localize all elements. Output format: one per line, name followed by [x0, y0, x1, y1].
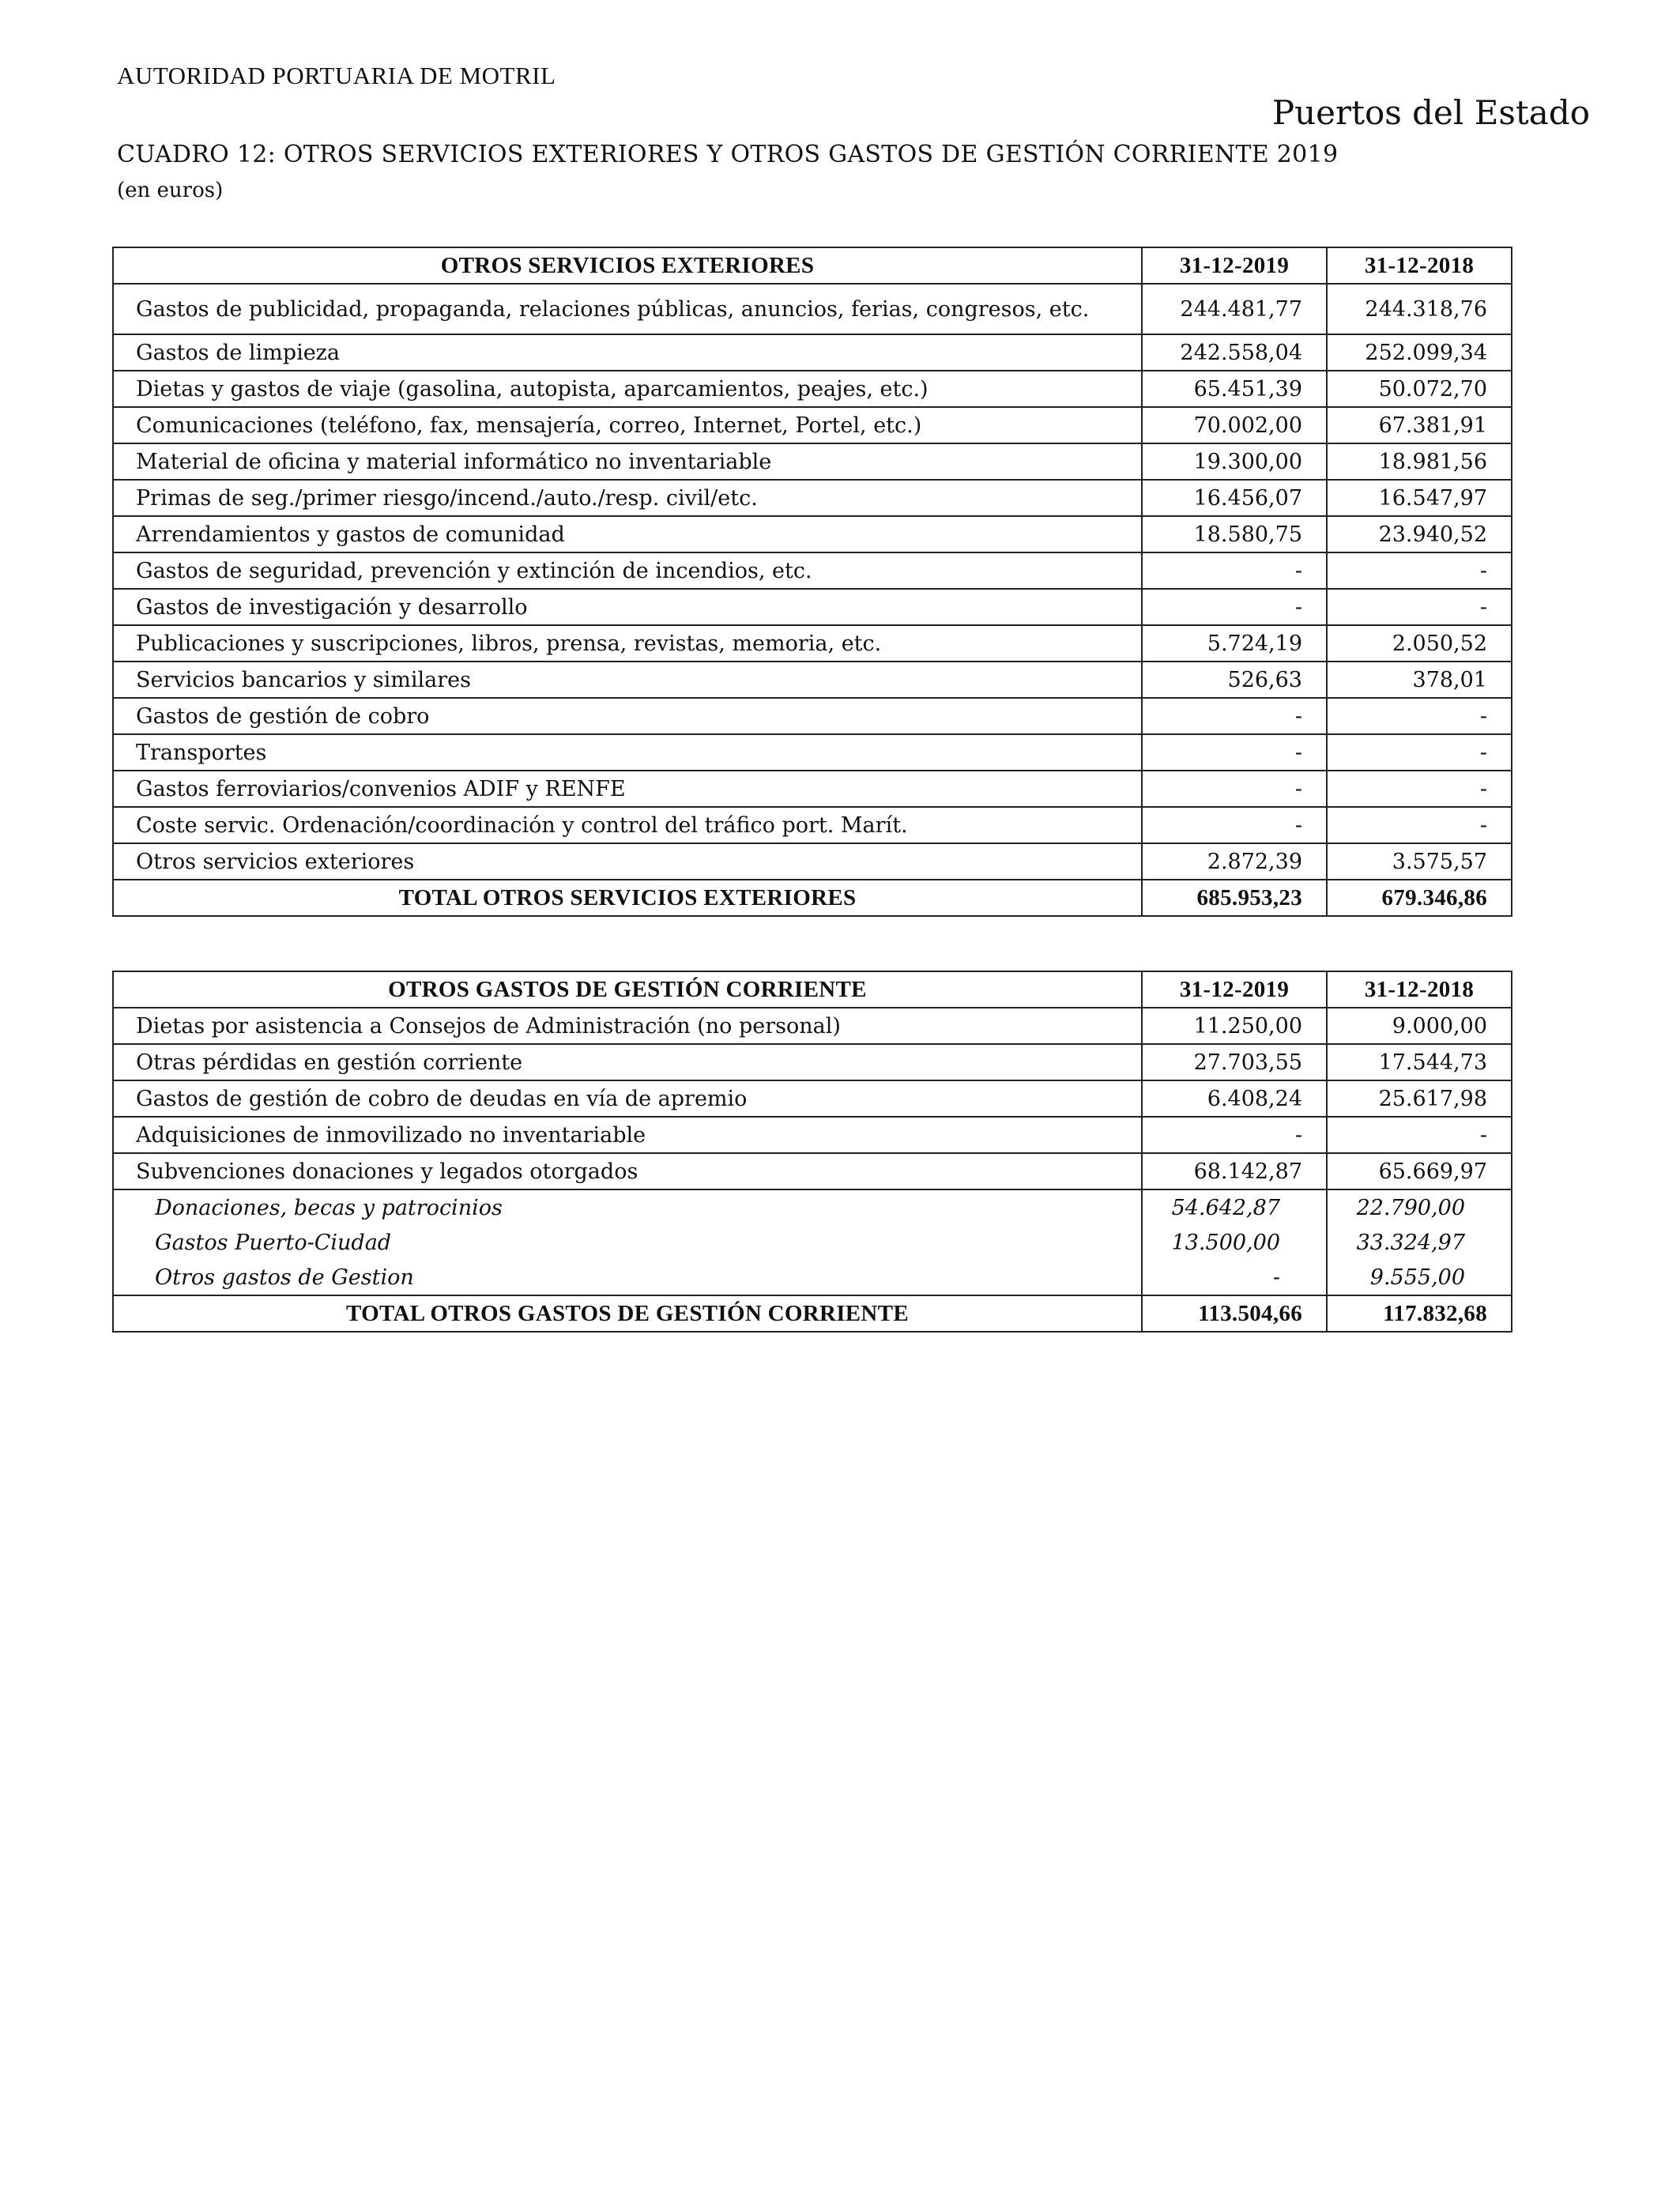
sub-row — [113, 1189, 1512, 1225]
value-2018: - — [1327, 1117, 1512, 1153]
row-label: Coste servic. Ordenación/coordinación y control del tráfico port. Marít. — [113, 807, 1142, 843]
row-label: Donaciones, becas y patrocinios — [113, 1189, 1142, 1225]
value-2019: 18.580,75 — [1142, 516, 1327, 552]
value-2019: 526,63 — [1142, 662, 1327, 698]
brand-name: Puertos del Estado — [1271, 93, 1590, 132]
table-row — [113, 1008, 1512, 1044]
total-2019: 685.953,23 — [1142, 880, 1327, 916]
value-2019: 242.558,04 — [1142, 334, 1327, 371]
table-row — [113, 334, 1512, 371]
value-2019: - — [1142, 807, 1327, 843]
table-row — [113, 807, 1512, 843]
total-2018: 117.832,68 — [1327, 1295, 1512, 1332]
table-row — [113, 589, 1512, 625]
value-2019: 11.250,00 — [1142, 1008, 1327, 1044]
row-label: Dietas y gastos de viaje (gasolina, autopista, aparcamientos, peajes, etc.) — [113, 371, 1142, 407]
row-label: Adquisiciones de inmovilizado no inventariable — [113, 1117, 1142, 1153]
table-row — [113, 371, 1512, 407]
value-2018: - — [1327, 552, 1512, 589]
value-2019: - — [1142, 1260, 1327, 1295]
row-label: Otros servicios exteriores — [113, 843, 1142, 880]
value-2018: 65.669,97 — [1327, 1153, 1512, 1189]
row-label: Gastos de publicidad, propaganda, relaciones públicas, anuncios, ferias, congresos, etc. — [113, 284, 1142, 334]
value-2018: - — [1327, 589, 1512, 625]
total-label: TOTAL OTROS GASTOS DE GESTIÓN CORRIENTE — [113, 1295, 1142, 1332]
row-label: Arrendamientos y gastos de comunidad — [113, 516, 1142, 552]
table-row — [113, 734, 1512, 771]
row-label: Subvenciones donaciones y legados otorgados — [113, 1153, 1142, 1189]
value-2018: 50.072,70 — [1327, 371, 1512, 407]
table-header-row — [113, 247, 1512, 284]
row-label: Publicaciones y suscripciones, libros, prensa, revistas, memoria, etc. — [113, 625, 1142, 662]
value-2019: 13.500,00 — [1142, 1225, 1327, 1260]
row-label: Gastos Puerto-Ciudad — [113, 1225, 1142, 1260]
value-2019: 16.456,07 — [1142, 480, 1327, 516]
value-2018: 67.381,91 — [1327, 407, 1512, 443]
sub-row — [113, 1260, 1512, 1295]
value-2019: - — [1142, 734, 1327, 771]
value-2019: 6.408,24 — [1142, 1080, 1327, 1117]
row-label: Material de oficina y material informático no inventariable — [113, 443, 1142, 480]
value-2019: - — [1142, 771, 1327, 807]
table-row — [113, 443, 1512, 480]
value-2018: 9.000,00 — [1327, 1008, 1512, 1044]
page-title: CUADRO 12: OTROS SERVICIOS EXTERIORES Y OTROS GASTOS DE GESTIÓN CORRIENTE 2019 — [117, 141, 1339, 168]
value-2018: 16.547,97 — [1327, 480, 1512, 516]
table-row — [113, 625, 1512, 662]
value-2019: 19.300,00 — [1142, 443, 1327, 480]
value-2019: 244.481,77 — [1142, 284, 1327, 334]
value-2019: 2.872,39 — [1142, 843, 1327, 880]
value-2019: - — [1142, 589, 1327, 625]
value-2018: 252.099,34 — [1327, 334, 1512, 371]
column-header-concept: OTROS SERVICIOS EXTERIORES — [113, 247, 1142, 284]
row-label: Gastos de investigación y desarrollo — [113, 589, 1142, 625]
value-2018: 378,01 — [1327, 662, 1512, 698]
row-label: Transportes — [113, 734, 1142, 771]
value-2018: 25.617,98 — [1327, 1080, 1512, 1117]
organization-name: AUTORIDAD PORTUARIA DE MOTRIL — [117, 62, 556, 89]
table-row — [113, 284, 1512, 334]
table-row — [113, 552, 1512, 589]
table-row — [113, 1153, 1512, 1189]
row-label: Comunicaciones (teléfono, fax, mensajería, correo, Internet, Portel, etc.) — [113, 407, 1142, 443]
row-label: Dietas por asistencia a Consejos de Administración (no personal) — [113, 1008, 1142, 1044]
total-label: TOTAL OTROS SERVICIOS EXTERIORES — [113, 880, 1142, 916]
table-row — [113, 480, 1512, 516]
table-header-row — [113, 971, 1512, 1008]
table-row — [113, 407, 1512, 443]
table-row — [113, 1117, 1512, 1153]
table-row — [113, 771, 1512, 807]
value-2018: - — [1327, 771, 1512, 807]
value-2019: 68.142,87 — [1142, 1153, 1327, 1189]
table-row — [113, 843, 1512, 880]
column-header-2019: 31-12-2019 — [1142, 247, 1327, 284]
value-2019: 65.451,39 — [1142, 371, 1327, 407]
value-2018: 244.318,76 — [1327, 284, 1512, 334]
value-2018: 9.555,00 — [1327, 1260, 1512, 1295]
value-2018: 17.544,73 — [1327, 1044, 1512, 1080]
value-2018: 18.981,56 — [1327, 443, 1512, 480]
value-2018: 23.940,52 — [1327, 516, 1512, 552]
table-row — [113, 1080, 1512, 1117]
table-row — [113, 662, 1512, 698]
units-subtitle: (en euros) — [117, 179, 224, 202]
value-2019: 5.724,19 — [1142, 625, 1327, 662]
total-row — [113, 880, 1512, 916]
row-label: Gastos ferroviarios/convenios ADIF y RENFE — [113, 771, 1142, 807]
total-2018: 679.346,86 — [1327, 880, 1512, 916]
value-2019: - — [1142, 698, 1327, 734]
value-2018: 33.324,97 — [1327, 1225, 1512, 1260]
value-2019: 54.642,87 — [1142, 1189, 1327, 1225]
row-label: Primas de seg./primer riesgo/incend./auto./resp. civil/etc. — [113, 480, 1142, 516]
column-header-2018: 31-12-2018 — [1327, 971, 1512, 1008]
row-label: Gastos de gestión de cobro — [113, 698, 1142, 734]
value-2018: - — [1327, 807, 1512, 843]
total-2019: 113.504,66 — [1142, 1295, 1327, 1332]
value-2019: - — [1142, 552, 1327, 589]
value-2018: 2.050,52 — [1327, 625, 1512, 662]
sub-row — [113, 1225, 1512, 1260]
otros-gastos-gestion-corriente-table — [112, 971, 1512, 1333]
column-header-2018: 31-12-2018 — [1327, 247, 1512, 284]
table-row — [113, 698, 1512, 734]
value-2019: 27.703,55 — [1142, 1044, 1327, 1080]
value-2019: 70.002,00 — [1142, 407, 1327, 443]
column-header-2019: 31-12-2019 — [1142, 971, 1327, 1008]
table-row — [113, 516, 1512, 552]
column-header-concept: OTROS GASTOS DE GESTIÓN CORRIENTE — [113, 971, 1142, 1008]
total-row — [113, 1295, 1512, 1332]
row-label: Servicios bancarios y similares — [113, 662, 1142, 698]
otros-servicios-exteriores-table — [112, 247, 1512, 917]
table-row — [113, 1044, 1512, 1080]
value-2019: - — [1142, 1117, 1327, 1153]
row-label: Gastos de limpieza — [113, 334, 1142, 371]
value-2018: 22.790,00 — [1327, 1189, 1512, 1225]
row-label: Otros gastos de Gestion — [113, 1260, 1142, 1295]
value-2018: 3.575,57 — [1327, 843, 1512, 880]
value-2018: - — [1327, 698, 1512, 734]
row-label: Gastos de seguridad, prevención y extinción de incendios, etc. — [113, 552, 1142, 589]
row-label: Otras pérdidas en gestión corriente — [113, 1044, 1142, 1080]
row-label: Gastos de gestión de cobro de deudas en vía de apremio — [113, 1080, 1142, 1117]
value-2018: - — [1327, 734, 1512, 771]
